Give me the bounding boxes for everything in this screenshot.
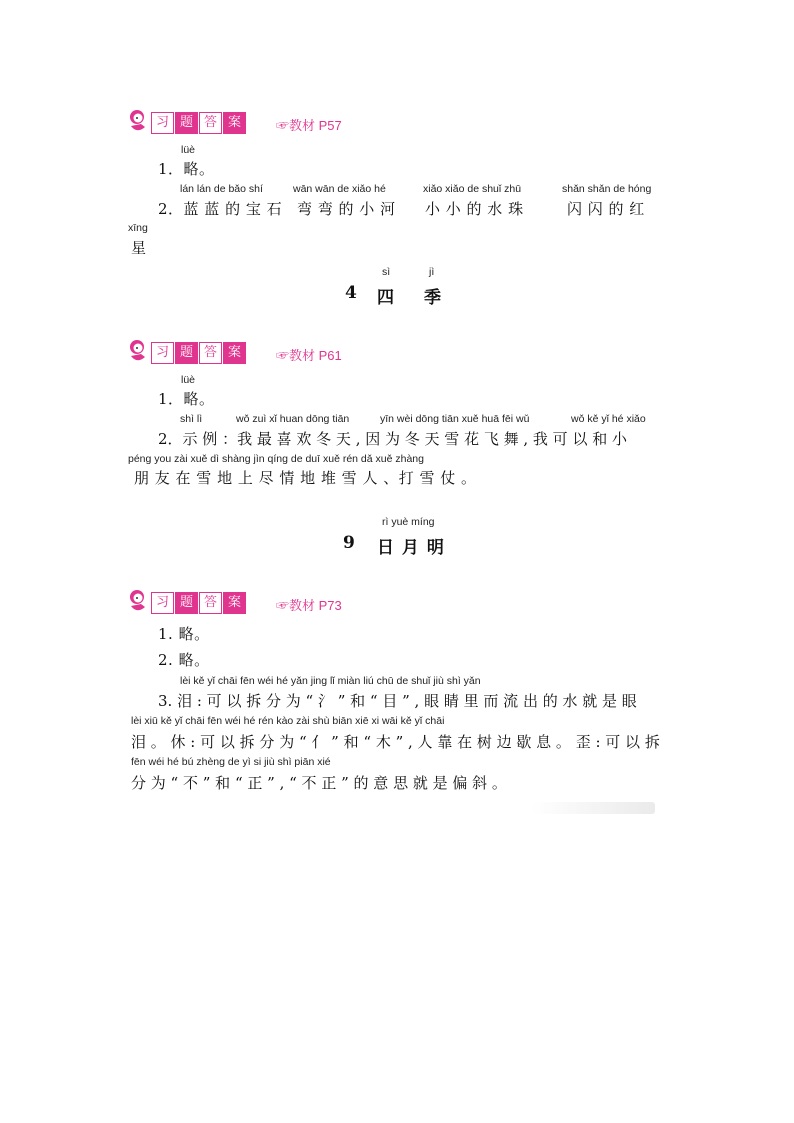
- badge-char: 答: [199, 342, 222, 364]
- pinyin: xiǎo xiǎo de shuǐ zhū: [423, 183, 522, 195]
- badge-char: 案: [223, 112, 246, 134]
- hand-pointer-icon: ☞: [276, 118, 290, 133]
- pinyin: sì: [382, 266, 391, 278]
- badge-char: 题: [175, 342, 198, 364]
- badge-char: 答: [199, 592, 222, 614]
- lesson-title: 四: [377, 288, 394, 308]
- badge-char: 题: [175, 592, 198, 614]
- girl-mascot-icon: [127, 588, 151, 614]
- answer-line: 弯 弯 的 小 河: [297, 200, 396, 218]
- badge-char: 案: [223, 592, 246, 614]
- pinyin: péng you zài xuě dì shàng jìn qíng de duī xuě rén dǎ xuě zhàng: [128, 453, 424, 465]
- answer-line: 闪 闪 的 红: [567, 200, 645, 218]
- hand-pointer-icon: ☞: [276, 598, 290, 613]
- lesson-title: 季: [424, 288, 441, 308]
- pinyin: rì yuè míng: [382, 516, 435, 528]
- girl-mascot-icon: [127, 338, 151, 364]
- answer-line: 小 小 的 水 珠: [425, 200, 524, 218]
- answer-line: 朋 友 在 雪 地 上 尽 情 地 堆 雪 人 、打 雪 仗 。: [134, 469, 477, 487]
- lesson-title: 日 月 明: [377, 538, 445, 558]
- girl-mascot-icon: [127, 108, 151, 134]
- pinyin: yīn wèi dōng tiān xuě huā fēi wǔ: [380, 413, 530, 425]
- answer-line: 星: [131, 239, 147, 257]
- pinyin: lèi xiū kě yǐ chāi fēn wéi hé rén kào zài shù biān xiē xi wāi kě yǐ chāi: [131, 715, 445, 727]
- pinyin: lüè: [181, 144, 196, 156]
- badge-char: 案: [223, 342, 246, 364]
- pinyin: wǒ kě yǐ hé xiǎo: [571, 413, 646, 425]
- badge-char: 习: [151, 592, 174, 614]
- pinyin: shǎn shǎn de hóng: [562, 183, 652, 195]
- pinyin: jì: [429, 266, 435, 278]
- hand-pointer-icon: ☞: [276, 348, 290, 363]
- pinyin: lán lán de bǎo shí: [180, 183, 263, 195]
- answer-line: 2．示 例 ：我 最 喜 欢 冬 天 , 因 为 冬 天 雪 花 飞 舞 , 我 可 以 和 小: [158, 430, 627, 448]
- pinyin: wǒ zuì xǐ huan dōng tiān: [236, 413, 350, 425]
- answer-line: 2. 略。: [158, 651, 210, 669]
- pinyin: wān wān de xiǎo hé: [293, 183, 386, 195]
- pinyin: lüè: [181, 374, 196, 386]
- scan-smudge: [530, 802, 655, 814]
- answer-line: 泪 。 休 : 可 以 拆 分 为 “ 亻 ” 和 “ 木 ” , 人 靠 在 树 边 歇 息 。 歪 : 可 以 拆: [131, 733, 660, 751]
- textbook-ref: ☞教材 P61: [276, 348, 342, 363]
- badge-char: 题: [175, 112, 198, 134]
- answer-line: 1．略。: [158, 390, 215, 408]
- answer-line: 1. 略。: [158, 625, 210, 643]
- badge-char: 习: [151, 112, 174, 134]
- answer-line: 2．蓝 蓝 的 宝 石: [158, 200, 283, 218]
- pinyin: lèi kě yǐ chāi fēn wéi hé yǎn jing lǐ miàn liú chū de shuǐ jiù shì yǎn: [180, 675, 481, 687]
- answer-line: 分 为 “ 不 ” 和 “ 正 ” , “ 不 正 ” 的 意 思 就 是 偏 斜 。: [131, 774, 507, 792]
- answer-line: 1．略。: [158, 160, 215, 178]
- pinyin: fēn wéi hé bú zhèng de yì si jiù shì piān xié: [131, 756, 331, 768]
- textbook-ref: ☞教材 P73: [276, 598, 342, 613]
- answer-line: 3. 泪 : 可 以 拆 分 为 “ 氵 ” 和 “ 目 ” , 眼 睛 里 而 流 出 的 水 就 是 眼: [158, 692, 637, 710]
- lesson-number: 9: [343, 533, 355, 553]
- pinyin: shì lì: [180, 413, 203, 425]
- pinyin: xīng: [128, 222, 148, 234]
- textbook-ref: ☞教材 P57: [276, 118, 342, 133]
- badge-char: 习: [151, 342, 174, 364]
- badge-char: 答: [199, 112, 222, 134]
- lesson-number: 4: [345, 283, 357, 303]
